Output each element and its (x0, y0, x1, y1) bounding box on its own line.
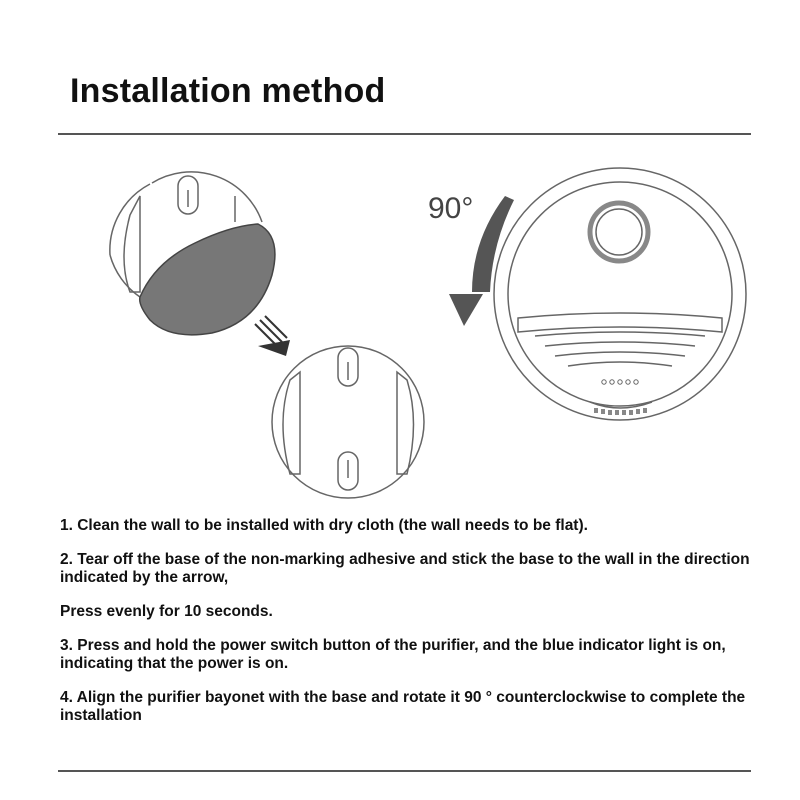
purifier-device (494, 168, 746, 420)
mounted-base (272, 346, 424, 498)
step-2: 2. Tear off the base of the non-marking adhesive and stick the base to the wall in the direction indicated by the arrow, (60, 551, 750, 586)
rotation-arrow-icon (472, 196, 514, 292)
page-title: Installation method (70, 72, 386, 110)
top-divider (58, 133, 751, 135)
bottom-divider (58, 770, 751, 772)
rotation-arrowhead (449, 294, 483, 326)
indicator-lights (602, 380, 638, 384)
installation-illustration (0, 150, 800, 510)
bottom-vent (594, 408, 647, 415)
step-4: 4. Align the purifier bayonet with the base and rotate it 90 ° counterclockwise to complete the installation (60, 689, 746, 724)
instructions (60, 517, 760, 741)
rotation-label: 90° (428, 192, 474, 225)
step-2-press: Press evenly for 10 seconds. (60, 603, 273, 620)
step-3: 3. Press and hold the power switch button of the purifier, and the blue indicator light is on, indicating that the power is on. (60, 637, 726, 672)
adhesive-sheet (140, 224, 275, 335)
step-1: 1. Clean the wall to be installed with dry cloth (the wall needs to be flat). (60, 517, 588, 534)
